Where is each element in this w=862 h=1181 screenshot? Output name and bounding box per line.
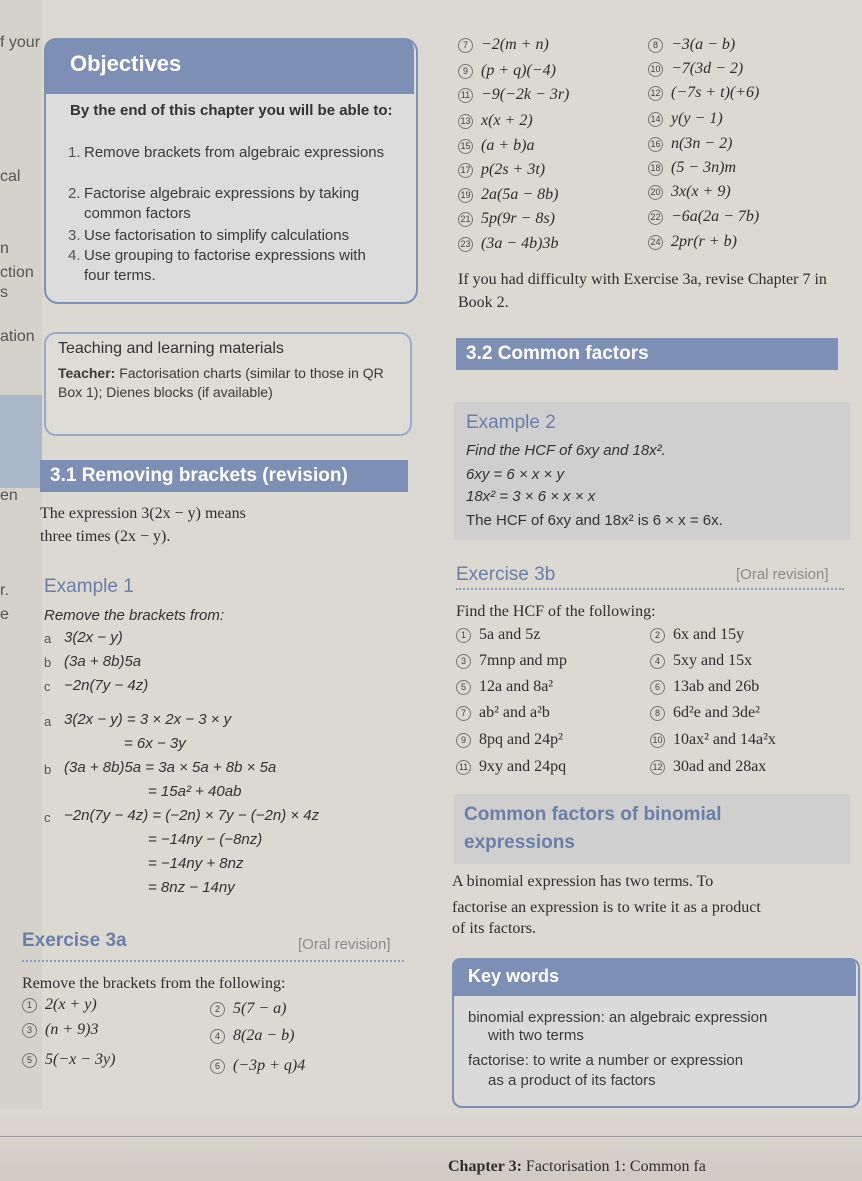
question-text: (−7s + t)(+6) (671, 84, 760, 101)
solution-line: (3a + 8b)5a = 3a × 5a + 8b × 5a (64, 759, 277, 776)
question-number: 11 (458, 88, 473, 103)
question-number: 7 (458, 38, 473, 53)
exercise-question (648, 208, 759, 226)
exercise-question (648, 36, 735, 54)
question-text: 8pq and 24p² (479, 731, 563, 748)
question-number: 9 (456, 733, 471, 748)
margin-fragment: en (0, 487, 18, 504)
section-3-1-intro: The expression 3(2x − y) means (40, 505, 246, 522)
objective-number: 2. (68, 185, 81, 202)
question-number: 12 (650, 760, 665, 775)
question-text: (3a − 4b)3b (481, 235, 559, 252)
question-text: 9xy and 24pq (479, 758, 567, 775)
solution-line: = 6x − 3y (124, 735, 186, 752)
question-text: 5(−x − 3y) (45, 1051, 116, 1068)
exercise-question (458, 62, 556, 80)
question-number: 2 (210, 1002, 225, 1017)
previous-page-band (0, 458, 42, 488)
question-text: −6a(2a − 7b) (671, 208, 760, 225)
exercise-question (648, 135, 732, 153)
part-label: c (44, 810, 51, 825)
question-text: (n + 9)3 (45, 1021, 99, 1038)
objective-number: 4. (68, 247, 81, 264)
exercise-question (458, 112, 533, 130)
question-number: 4 (210, 1029, 225, 1044)
teacher-text: Factorisation charts (similar to those in QR Box 1); Dienes blocks (if available) (58, 365, 384, 400)
question-text: 2(x + y) (45, 996, 97, 1013)
example-1-part: 3(2x − y) (64, 629, 123, 646)
question-number: 9 (458, 64, 473, 79)
section-3-1-header: 3.1 Removing brackets (revision) (40, 460, 408, 492)
question-text: 12a and 8a² (479, 678, 554, 695)
question-text: 2pr(r + b) (671, 233, 737, 250)
question-text: (5 − 3n)m (671, 159, 737, 176)
question-number: 22 (648, 210, 663, 225)
margin-fragment: r. (0, 582, 9, 599)
objective-text: Use factorisation to simplify calculations (84, 227, 350, 244)
example-1-prompt: Remove the brackets from: (44, 607, 225, 624)
objective-text: Factorise algebraic expressions by taking common factors (84, 185, 360, 222)
solution-line: = 8nz − 14ny (148, 879, 235, 896)
exercise-question (648, 84, 759, 102)
exercise-question (458, 161, 545, 179)
question-text: 10ax² and 14a²x (673, 731, 776, 748)
exercise-question (22, 1051, 115, 1069)
question-text: p(2s + 3t) (481, 161, 546, 178)
margin-fragment: e (0, 606, 9, 623)
question-number: 5 (456, 680, 471, 695)
question-text: ab² and a²b (479, 704, 550, 721)
example-1-part: (3a + 8b)5a (64, 653, 142, 670)
part-label: b (44, 655, 52, 670)
objective-text: Remove brackets from algebraic expressions (84, 144, 385, 161)
exercise-question (456, 704, 550, 722)
solution-line: = −14ny − (−8nz) (148, 831, 263, 848)
question-number: 17 (458, 163, 473, 178)
exercise-question (456, 758, 566, 776)
question-number: 15 (458, 139, 473, 154)
question-text: (p + q)(−4) (481, 62, 556, 79)
question-text: y(y − 1) (671, 110, 723, 127)
exercise-question (210, 1057, 305, 1075)
margin-fragment: f your (0, 34, 41, 51)
question-number: 12 (648, 86, 663, 101)
exercise-question (456, 731, 563, 749)
objective-item (68, 184, 398, 224)
footer-chapter: Chapter 3: (448, 1158, 522, 1175)
objectives-intro: By the end of this chapter you will be able to: (70, 102, 393, 119)
question-number: 13 (458, 114, 473, 129)
exercise-question (458, 186, 558, 204)
margin-fragment: s (0, 284, 8, 301)
footer-title: Factorisation 1: Common fa (525, 1158, 706, 1175)
question-text: −3(a − b) (671, 36, 736, 53)
solution-line: = −14ny + 8nz (148, 855, 244, 872)
divider (22, 960, 404, 962)
question-text: 8(2a − b) (233, 1027, 295, 1044)
objective-number: 1. (68, 144, 81, 161)
page-bottom-shadow (0, 1110, 862, 1181)
exercise-3b-tag: [Oral revision] (736, 566, 829, 583)
question-text: n(3n − 2) (671, 135, 733, 152)
exercise-question (210, 1027, 294, 1045)
binomial-text: A binomial expression has two terms. To (452, 873, 714, 890)
exercise-question (458, 235, 558, 253)
objective-text: Use grouping to factorise expressions with four terms. (84, 247, 366, 284)
revise-note: If you had difficulty with Exercise 3a, revise Chapter 7 in Book 2. (458, 271, 827, 311)
exercise-3a-tag: [Oral revision] (298, 936, 391, 953)
exercise-question (648, 60, 743, 78)
question-number: 8 (648, 38, 663, 53)
key-word-definition: as a product of its factors (488, 1072, 656, 1089)
question-text: 6d²e and 3de² (673, 704, 760, 721)
question-number: 10 (650, 733, 665, 748)
previous-page-band (0, 395, 42, 465)
exercise-question (458, 36, 549, 54)
question-text: 2a(5a − 8b) (481, 186, 559, 203)
question-text: 30ad and 28ax (673, 758, 767, 775)
objective-item (68, 143, 398, 163)
teaching-materials-title: Teaching and learning materials (58, 340, 284, 357)
exercise-3a-heading: Exercise 3a (22, 930, 127, 951)
question-number: 24 (648, 235, 663, 250)
exercise-3a-prompt: Remove the brackets from the following: (22, 975, 286, 992)
exercise-question (650, 626, 744, 644)
margin-fragment: cal (0, 168, 21, 185)
key-words-title: Key words (468, 966, 560, 986)
exercise-question (650, 678, 759, 696)
question-text: 3x(x + 9) (671, 183, 731, 200)
exercise-question (210, 1000, 286, 1018)
question-text: 13ab and 26b (673, 678, 760, 695)
question-text: 5p(9r − 8s) (481, 210, 555, 227)
teaching-materials-body (58, 364, 398, 402)
margin-fragment: ation (0, 328, 35, 345)
footer-rule (0, 1136, 862, 1137)
divider (456, 588, 844, 590)
exercise-question (650, 758, 766, 776)
page-footer (448, 1158, 706, 1176)
question-text: 5xy and 15x (673, 652, 753, 669)
question-number: 23 (458, 237, 473, 252)
question-number: 2 (650, 628, 665, 643)
question-number: 1 (456, 628, 471, 643)
exercise-question (456, 652, 567, 670)
exercise-question (650, 704, 760, 722)
exercise-question (458, 210, 555, 228)
margin-fragment: ction (0, 264, 34, 281)
question-number: 18 (648, 161, 663, 176)
question-number: 3 (456, 654, 471, 669)
question-number: 21 (458, 212, 473, 227)
exercise-question (648, 233, 737, 251)
teacher-label: Teacher: (58, 365, 116, 381)
question-text: (−3p + q)4 (233, 1057, 306, 1074)
question-number: 8 (650, 706, 665, 721)
exercise-question (648, 183, 731, 201)
question-text: 5a and 5z (479, 626, 541, 643)
binomial-heading: expressions (464, 832, 575, 853)
part-label: b (44, 762, 52, 777)
objective-item (68, 226, 398, 246)
question-text: (a + b)a (481, 137, 535, 154)
exercise-question (458, 137, 534, 155)
binomial-text: factorise an expression is to write it as a product (452, 899, 761, 916)
exercise-question (456, 626, 540, 644)
example-2-line: 6xy = 6 × x × y (466, 466, 564, 483)
exercise-question (456, 678, 553, 696)
margin-fragment: n (0, 240, 9, 257)
exercise-question (458, 86, 569, 104)
key-word-definition: with two terms (488, 1027, 584, 1044)
example-2-line: 18x² = 3 × 6 × x × x (466, 488, 596, 505)
question-text: x(x + 2) (481, 112, 533, 129)
exercise-3b-prompt: Find the HCF of the following: (456, 603, 656, 620)
exercise-question (650, 731, 776, 749)
question-number: 4 (650, 654, 665, 669)
question-text: −7(3d − 2) (671, 60, 744, 77)
binomial-heading: Common factors of binomial (464, 804, 722, 825)
question-number: 19 (458, 188, 473, 203)
question-text: 7mnp and mp (479, 652, 567, 669)
question-number: 6 (210, 1059, 225, 1074)
question-number: 1 (22, 998, 37, 1013)
question-number: 16 (648, 137, 663, 152)
question-number: 11 (456, 760, 471, 775)
exercise-question (648, 110, 723, 128)
binomial-text: of its factors. (452, 920, 536, 937)
question-text: −9(−2k − 3r) (481, 86, 570, 103)
key-word-definition: binomial expression: an algebraic expression (468, 1009, 768, 1026)
question-number: 3 (22, 1023, 37, 1038)
exercise-question (22, 996, 97, 1014)
section-3-2-header: 3.2 Common factors (456, 338, 838, 370)
question-number: 7 (456, 706, 471, 721)
question-number: 6 (650, 680, 665, 695)
exercise-question (22, 1021, 98, 1039)
example-2-prompt: Find the HCF of 6xy and 18x². (466, 442, 666, 459)
key-word-definition: factorise: to write a number or expression (468, 1052, 744, 1069)
part-label: a (44, 631, 52, 646)
section-3-1-intro: three times (2x − y). (40, 528, 171, 545)
question-text: −2(m + n) (481, 36, 549, 53)
solution-line: −2n(7y − 4z) = (−2n) × 7y − (−2n) × 4z (64, 807, 320, 824)
example-2-heading: Example 2 (466, 412, 556, 433)
question-number: 10 (648, 62, 663, 77)
example-1-part: −2n(7y − 4z) (64, 677, 149, 694)
question-number: 14 (648, 112, 663, 127)
objective-number: 3. (68, 227, 81, 244)
question-number: 5 (22, 1053, 37, 1068)
question-text: 6x and 15y (673, 626, 745, 643)
example-2-conclusion: The HCF of 6xy and 18x² is 6 × x = 6x. (466, 512, 723, 529)
objective-item (68, 246, 398, 286)
solution-line: 3(2x − y) = 3 × 2x − 3 × y (64, 711, 232, 728)
exercise-question (650, 652, 752, 670)
solution-line: = 15a² + 40ab (148, 783, 242, 800)
question-number: 20 (648, 185, 663, 200)
objectives-title: Objectives (70, 51, 182, 76)
question-text: 5(7 − a) (233, 1000, 287, 1017)
exercise-3b-heading: Exercise 3b (456, 564, 556, 585)
example-1-heading: Example 1 (44, 576, 134, 597)
part-label: c (44, 679, 51, 694)
exercise-question (648, 159, 736, 177)
part-label: a (44, 714, 52, 729)
